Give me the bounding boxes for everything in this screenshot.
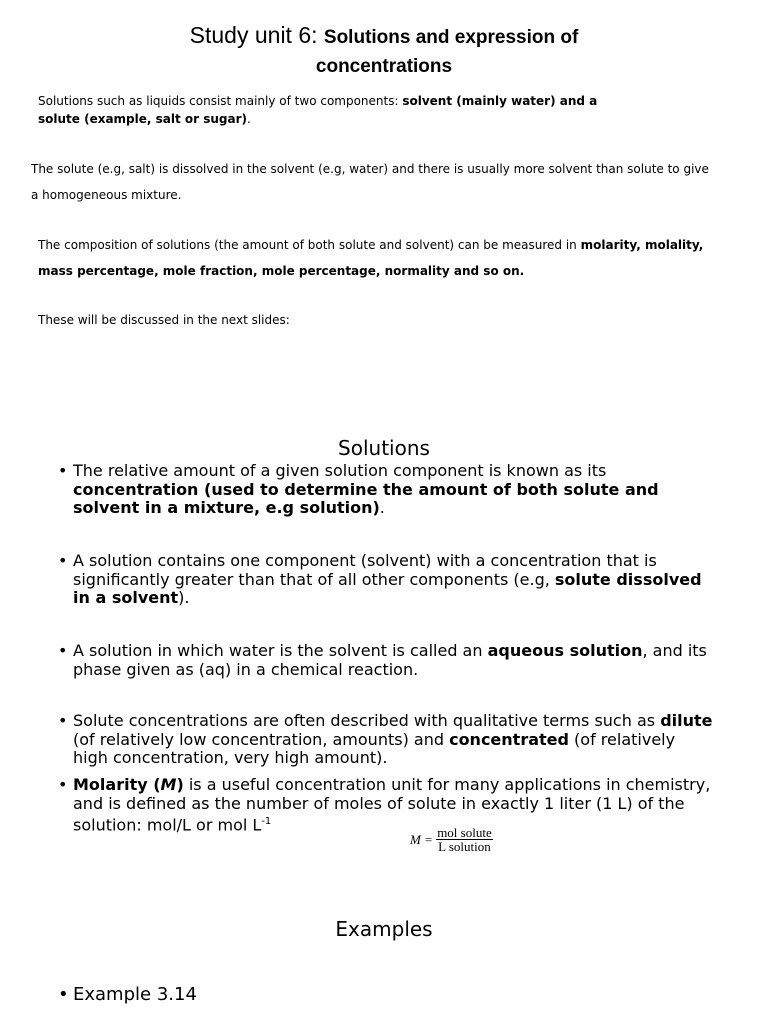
example-item-label: Example 3.14 [73,984,197,1005]
intro-paragraph-2 [31,156,731,208]
bullet-bold: ) [176,775,184,794]
bullet-bold: concentration (used to determine the amount of both solute and solvent in a mixture, e.g solution) [73,479,659,517]
list-item [58,776,714,835]
solutions-title: Solutions [338,436,430,460]
bullet-icon: • [58,551,68,570]
formula-lhs: M [410,832,421,847]
list-item [58,642,714,679]
bullet-icon: • [58,641,68,660]
bullet-bold-italic: M [160,775,177,794]
bullet-icon: • [58,984,69,1005]
bullet-text: A solution in which water is the solvent is called an [73,641,488,660]
bullet-text: , and its phase given as (aq) in a chemical reaction. [73,641,707,679]
bullet-icon: • [58,711,68,730]
bullet-text: is a useful concentration unit for many applications in chemistry, and is defined as the number of moles of solute in exactly 1 liter (1 L) of the solution: mol/L or mol L [73,775,711,835]
list-item [58,712,714,768]
bullet-bold: solute dissolved in a solvent [73,569,702,607]
bullet-superscript: -1 [261,816,272,827]
intro-p3-bold-a: molarity, molality, [580,238,704,252]
intro-paragraph-4: These will be discussed in the next slides: [38,313,290,327]
page-title-line2: concentrations [315,56,453,77]
bullet-bold: concentrated [449,729,569,749]
intro-paragraph-1 [38,92,638,128]
molarity-formula [410,826,493,854]
formula-numerator: mol solute [437,825,492,840]
page-title-prefix: Study unit 6: [189,22,324,48]
bullet-text: A solution contains one component (solvent) with a concentration that is significantly greater than that of all other components (e.g, [73,551,657,589]
formula-denominator: L solution [438,839,491,854]
bullet-text: . [379,498,385,517]
intro-p1-text: Solutions such as liquids consist mainly of two components: [38,94,403,108]
page-title-bold: Solutions and expression of [323,27,579,48]
bullet-text: The relative amount of a given solution component is known as its [73,461,607,480]
page-title [0,22,768,49]
intro-p1-bold-a: solvent (mainly water) and a [402,94,598,108]
list-item [58,462,714,518]
bullet-text: Solute concentrations are often described with qualitative terms such as [73,711,661,730]
bullet-icon: • [58,775,68,794]
list-item [58,985,714,1005]
bullet-text: (of relatively low concentration, amounts) and [73,729,450,749]
formula-fraction [436,826,493,854]
intro-p3-bold-b: mass percentage, mole fraction, mole percentage, normality and so on. [38,264,525,278]
formula-equals: = [424,832,433,847]
intro-paragraph-3 [38,232,738,284]
intro-p2-line1: The solute (e.g, salt) is dissolved in the solvent (e.g, water) and there is usually more solvent than solute to give [31,162,709,176]
bullet-bold: dilute [660,711,713,730]
bullet-text: (of relatively high concentration, very high amount). [73,729,676,767]
bullet-icon: • [58,461,68,480]
intro-p2-line2: a homogeneous mixture. [31,188,182,202]
intro-p1-bold-b: solute (example, salt or sugar) [38,112,248,126]
list-item [58,552,714,608]
intro-p1-end: . [247,112,251,126]
intro-p3-text: The composition of solutions (the amount of both solute and solvent) can be measured in [38,238,581,252]
bullet-text: ). [178,588,190,607]
bullet-bold: aqueous solution [487,641,643,660]
examples-title: Examples [335,917,433,941]
bullet-bold: Molarity ( [73,775,161,794]
